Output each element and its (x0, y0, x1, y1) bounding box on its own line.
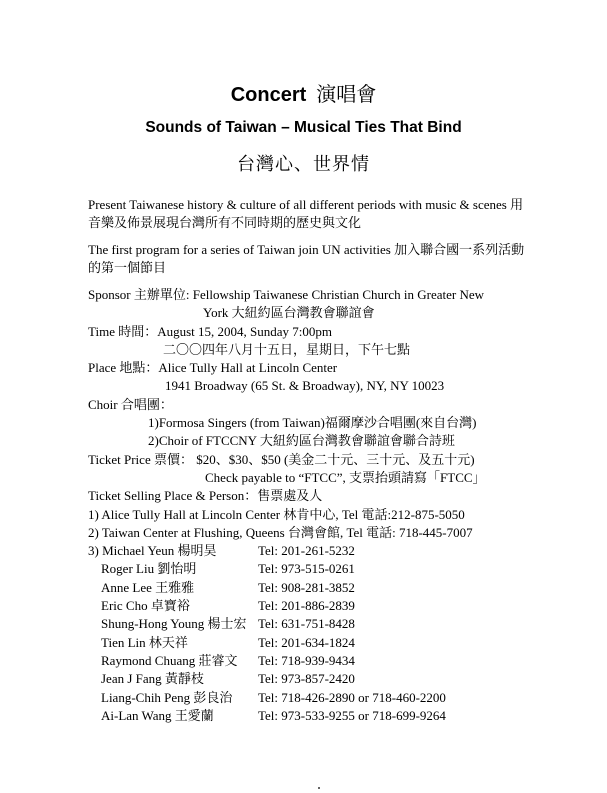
contact-tel: Tel: 201-886-2839 (258, 598, 355, 614)
contact-name: Jean J Fang 黃靜枝 (101, 671, 204, 687)
intro-paragraph-1: Present Taiwanese history & culture of all different periods with music & scenes 用音樂及佈景展現台灣所有不同時期的歷史與文化 (88, 197, 524, 230)
page-dot-mark (318, 787, 320, 789)
title-english: Concert (230, 84, 307, 106)
contact-name: Ai-Lan Wang 王愛蘭 (101, 707, 214, 723)
contact-name: Anne Lee 王雅雅 (101, 579, 195, 595)
time-line: Time 時間：August 15, 2004, Sunday 7:00pm (88, 323, 333, 339)
choir-line: Choir 合唱團： (88, 396, 173, 412)
place-line: Place 地點：Alice Tully Hall at Lincoln Center (88, 360, 338, 376)
contact-tel: Tel: 718-939-9434 (258, 652, 355, 668)
contact-row (88, 579, 528, 597)
contact-tel: Tel: 973-515-0261 (258, 561, 355, 577)
contact-tel: Tel: 973-533-9255 or 718-699-9264 (258, 707, 446, 723)
contact-row (88, 634, 528, 652)
choir-item-1: 1)Formosa Singers (from Taiwan)福爾摩沙合唱團(來自台灣) (148, 415, 477, 431)
contact-tel: Tel: 718-426-2890 or 718-460-2200 (258, 689, 446, 705)
contact-row (88, 615, 528, 633)
title-chinese: 演唱會 (316, 82, 377, 106)
intro-paragraph-2: The first program for a series of Taiwan join UN activities 加入聯合國一系列活動的第一個節目 (88, 242, 525, 275)
page-subtitle-chinese: 台灣心、世界情 (237, 154, 370, 175)
contact-name: Shung-Hong Young 楊士宏 (101, 616, 247, 632)
selling-place-2: 2) Taiwan Center at Flushing, Queens 台灣會館, Tel 電話: 718-445-7007 (88, 524, 473, 540)
contact-name: Tien Lin 林天祥 (101, 634, 188, 650)
contact-tel: Tel: 631-751-8428 (258, 616, 355, 632)
contact-name: Roger Liu 劉怡明 (101, 561, 197, 577)
document-body (88, 196, 528, 725)
sponsor-line-cont: York 大紐約區台灣教會聯誼會 (203, 305, 375, 321)
ticket-selling-heading: Ticket Selling Place & Person：售票處及人 (88, 488, 323, 504)
contact-name: 3) Michael Yeun 楊明昊 (88, 543, 217, 559)
contact-row (88, 670, 528, 688)
contact-name: Raymond Chuang 莊睿文 (101, 652, 238, 668)
ticket-price-line: Ticket Price 票價： $20、$30、$50 (美金二十元、三十元、及五十元) (88, 451, 475, 467)
page-subtitle: Sounds of Taiwan – Musical Ties That Bind (145, 119, 462, 136)
contact-row (88, 652, 528, 670)
contact-tel: Tel: 973-857-2420 (258, 671, 355, 687)
contact-tel: Tel: 201-634-1824 (258, 634, 355, 650)
contact-row (88, 689, 528, 707)
selling-place-1: 1) Alice Tully Hall at Lincoln Center 林肯中心, Tel 電話:212-875-5050 (88, 506, 465, 522)
contact-tel: Tel: 201-261-5232 (258, 543, 355, 559)
contact-row (88, 542, 528, 560)
contact-tel: Tel: 908-281-3852 (258, 579, 355, 595)
contact-name: Eric Cho 卓寶裕 (101, 598, 190, 614)
choir-item-2: 2)Choir of FTCCNY 大紐約區台灣教會聯誼會聯合詩班 (148, 433, 455, 449)
contact-row (88, 707, 528, 725)
time-line-chinese: 二〇〇四年八月十五日，星期日，下午七點 (163, 341, 411, 357)
page-title (0, 78, 607, 107)
contact-row (88, 597, 528, 615)
contact-name: Liang-Chih Peng 彭良治 (101, 689, 233, 705)
sponsor-line: Sponsor 主辦單位: Fellowship Taiwanese Christian Church in Greater New (88, 287, 485, 302)
place-address: 1941 Broadway (65 St. & Broadway), NY, NY 10023 (165, 378, 445, 394)
ticket-payable-line: Check payable to “FTCC”, 支票抬頭請寫「FTCC」 (205, 469, 486, 485)
contact-row (88, 560, 528, 578)
